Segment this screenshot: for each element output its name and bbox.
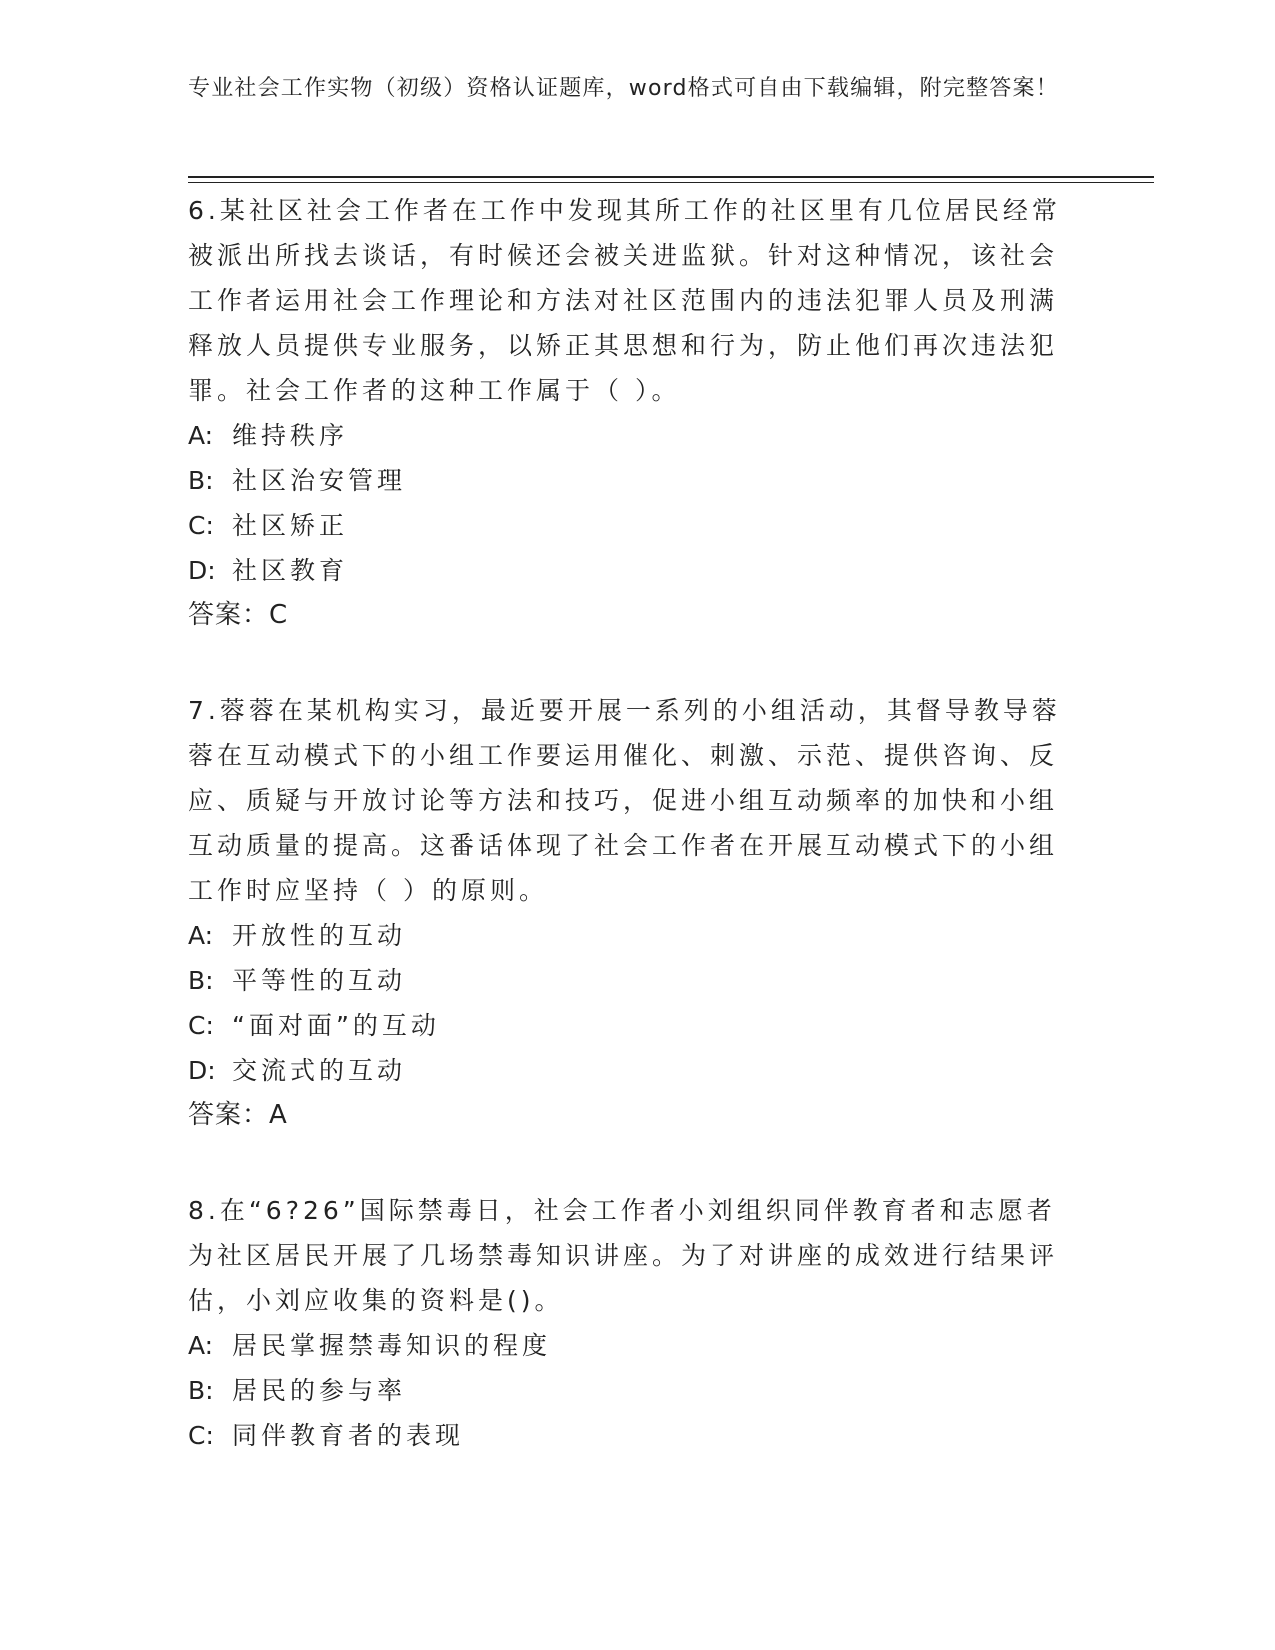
answer: 答案：A	[188, 1100, 288, 1130]
option-letter: D:	[188, 556, 216, 585]
option-letter: B:	[188, 966, 214, 995]
option-text: 维持秩序	[232, 421, 349, 450]
option-b	[188, 458, 1068, 503]
option-letter: A:	[188, 421, 214, 450]
question-6	[188, 188, 1068, 638]
option-letter: D:	[188, 1056, 216, 1085]
option-letter: C:	[188, 1421, 214, 1450]
option-text: 居民的参与率	[232, 1376, 407, 1405]
option-b	[188, 1368, 1068, 1413]
option-text: 开放性的互动	[232, 921, 407, 950]
option-c	[188, 1003, 1068, 1048]
header-divider-thin	[188, 182, 1154, 183]
option-d	[188, 548, 1068, 593]
option-letter: B:	[188, 466, 214, 495]
question-text: 8.在“6?26”国际禁毒日，社会工作者小刘组织同伴教育者和志愿者为社区居民开展了几场禁毒知识讲座。为了对讲座的成效进行结果评估，小刘应收集的资料是()。	[188, 1196, 1059, 1315]
option-text: 平等性的互动	[232, 966, 407, 995]
option-text: 交流式的互动	[232, 1056, 407, 1085]
option-letter: C:	[188, 511, 214, 540]
option-letter: C:	[188, 1011, 214, 1040]
option-a	[188, 1323, 1068, 1368]
option-text: 居民掌握禁毒知识的程度	[232, 1331, 552, 1360]
question-text: 6.某社区社会工作者在工作中发现其所工作的社区里有几位居民经常被派出所找去谈话，有时候还会被关进监狱。针对这种情况，该社会工作者运用社会工作理论和方法对社区范围内的违法犯罪人员及刑满释放人员提供专业服务，以矫正其思想和行为，防止他们再次违法犯罪。社会工作者的这种工作属于（ ）。	[188, 196, 1061, 405]
option-b	[188, 958, 1068, 1003]
option-text: 同伴教育者的表现	[232, 1421, 465, 1450]
option-letter: A:	[188, 921, 214, 950]
question-7	[188, 688, 1068, 1138]
option-a	[188, 913, 1068, 958]
question-8	[188, 1188, 1068, 1458]
page-header: 专业社会工作实物（初级）资格认证题库，word格式可自由下载编辑，附完整答案！	[188, 76, 1059, 101]
option-c	[188, 1413, 1068, 1458]
option-text: 社区矫正	[232, 511, 349, 540]
header-divider-thick	[188, 176, 1154, 178]
option-text: “面对面”的互动	[232, 1011, 440, 1040]
option-a	[188, 413, 1068, 458]
option-letter: B:	[188, 1376, 214, 1405]
option-c	[188, 503, 1068, 548]
option-letter: A:	[188, 1331, 214, 1360]
option-text: 社区治安管理	[232, 466, 407, 495]
question-text: 7.蓉蓉在某机构实习，最近要开展一系列的小组活动，其督导教导蓉蓉在互动模式下的小组工作要运用催化、刺激、示范、提供咨询、反应、质疑与开放讨论等方法和技巧，促进小组互动频率的加快和小组互动质量的提高。这番话体现了社会工作者在开展互动模式下的小组工作时应坚持（ ）的原则。	[188, 696, 1061, 905]
answer: 答案：C	[188, 600, 289, 630]
option-text: 社区教育	[232, 556, 349, 585]
option-d	[188, 1048, 1068, 1093]
